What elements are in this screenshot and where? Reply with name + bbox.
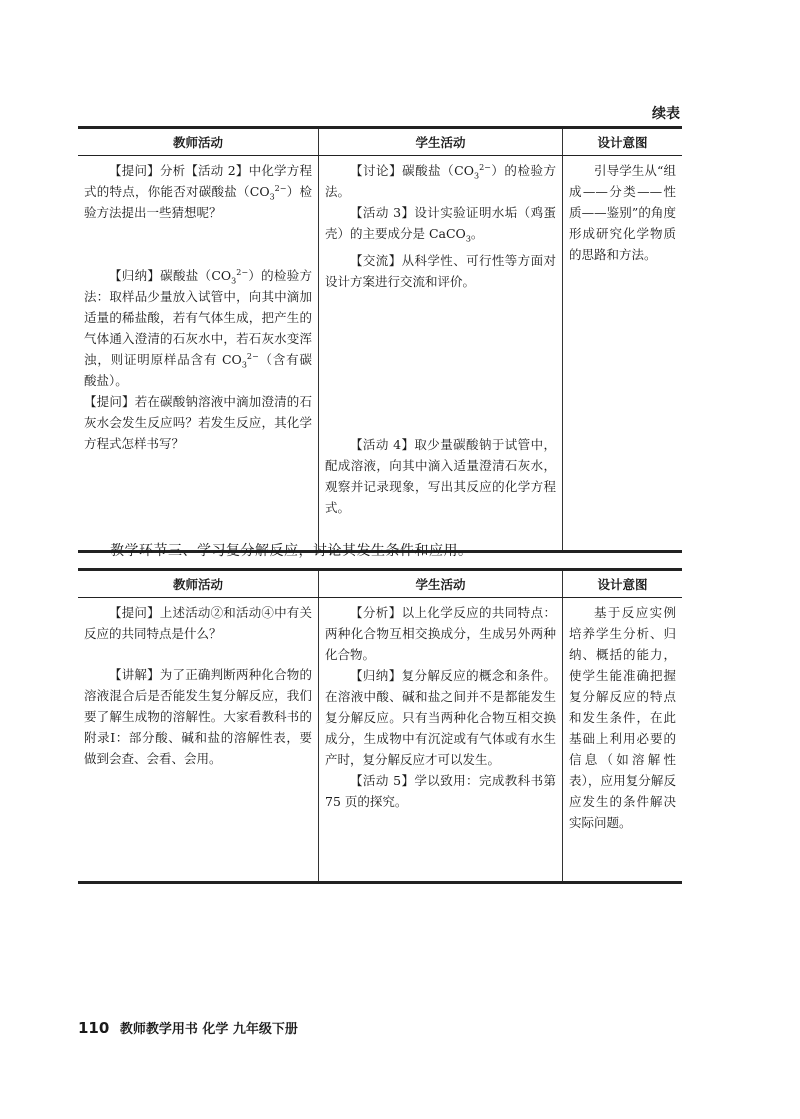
student-activity-4: 【活动 4】取少量碳酸钠于试管中，配成溶液，向其中滴入适量澄清石灰水，观察并记录现象，写出其反应的化学方程式。 [325, 437, 556, 515]
teacher-cell [78, 598, 318, 881]
student-discussion: 【讨论】碳酸盐$(CO_3^{2-})$的检验方法。 [325, 162, 556, 199]
header-intent: 设计意图 [562, 129, 682, 155]
student-activity-3: 【活动 3】设计实验证明水垢（鸡蛋壳）的主要成分是 CaCO$_3$。 [325, 205, 556, 244]
book-title: 教师教学用书 化学 九年级下册 [119, 1022, 298, 1037]
header-student: 学生活动 [318, 129, 562, 155]
design-intent-1: 引导学生从“组成——分类——性质——鉴别”的角度形成研究化学物质的思路和方法。 [569, 163, 676, 262]
student-activity-5: 【活动 5】学以致用：完成教科书第 75 页的探究。 [325, 773, 556, 809]
header-student: 学生活动 [318, 571, 562, 597]
student-summary: 【归纳】复分解反应的概念和条件。在溶液中酸、碱和盐之间并不是都能发生复分解反应。只有当两种化合物互相交换成分，生成物中有沉淀或有气体或有水生产时，复分解反应才可以发生。 [325, 668, 556, 767]
header-teacher: 教师活动 [172, 577, 223, 592]
table-body-row [78, 156, 682, 550]
table-header-row [78, 129, 682, 156]
page-footer [78, 1018, 298, 1037]
teacher-explanation: 【讲解】为了正确判断两种化合物的溶液混合后是否能发生复分解反应，我们要了解生成物的溶解性。大家看教科书的附录Ⅰ：部分酸、碱和盐的溶解性表，要做到会查、会看、会用。 [84, 667, 312, 766]
header-intent: 设计意图 [562, 571, 682, 597]
continued-label: 续表 [652, 106, 680, 122]
activity-table-2 [78, 568, 682, 884]
teacher-cell [78, 156, 318, 550]
design-intent-2: 基于反应实例培养学生分析、归纳、概括的能力，使学生能准确把握复分解反应的特点和发生条件，在此基础上利用必要的信息（如溶解性表），应用复分解反应发生的条件解决实际问题。 [569, 605, 676, 830]
header-teacher: 教师活动 [172, 135, 223, 150]
intent-cell [562, 156, 682, 550]
activity-table-1 [78, 126, 682, 553]
page-number: 110 [78, 1019, 110, 1037]
teacher-question-2: 【提问】若在碳酸钠溶液中滴加澄清的石灰水会发生反应吗？若发生反应，其化学方程式怎样书写？ [84, 394, 312, 451]
student-analysis: 【分析】以上化学反应的共同特点：两种化合物互相交换成分，生成另外两种化合物。 [325, 605, 556, 662]
student-cell [318, 156, 562, 550]
teacher-summary-1: 【归纳】碳酸盐$(CO_3^{2-})$的检验方法：取样品少量放入试管中，向其中滴加适量的稀盐酸，若有气体生成，把产生的气体通入澄清的石灰水中，若石灰水变浑浊，则证明原样品含有 $CO_3^{2-}$（含有碳酸盐）。 [84, 267, 312, 388]
student-exchange: 【交流】从科学性、可行性等方面对设计方案进行交流和评价。 [325, 253, 556, 289]
teacher-question-1: 【提问】分析【活动 2】中化学方程式的特点，你能否对碳酸盐$(CO_3^{2-})$检验方法提出一些猜想呢？ [84, 163, 312, 220]
student-cell [318, 598, 562, 881]
table-body-row [78, 598, 682, 881]
table-header-row [78, 571, 682, 598]
section-heading: 教学环节三、学习复分解反应，讨论其发生条件和应用。 [110, 543, 473, 559]
teacher-question: 【提问】上述活动②和活动④中有关反应的共同特点是什么？ [84, 605, 312, 641]
intent-cell [562, 598, 682, 881]
